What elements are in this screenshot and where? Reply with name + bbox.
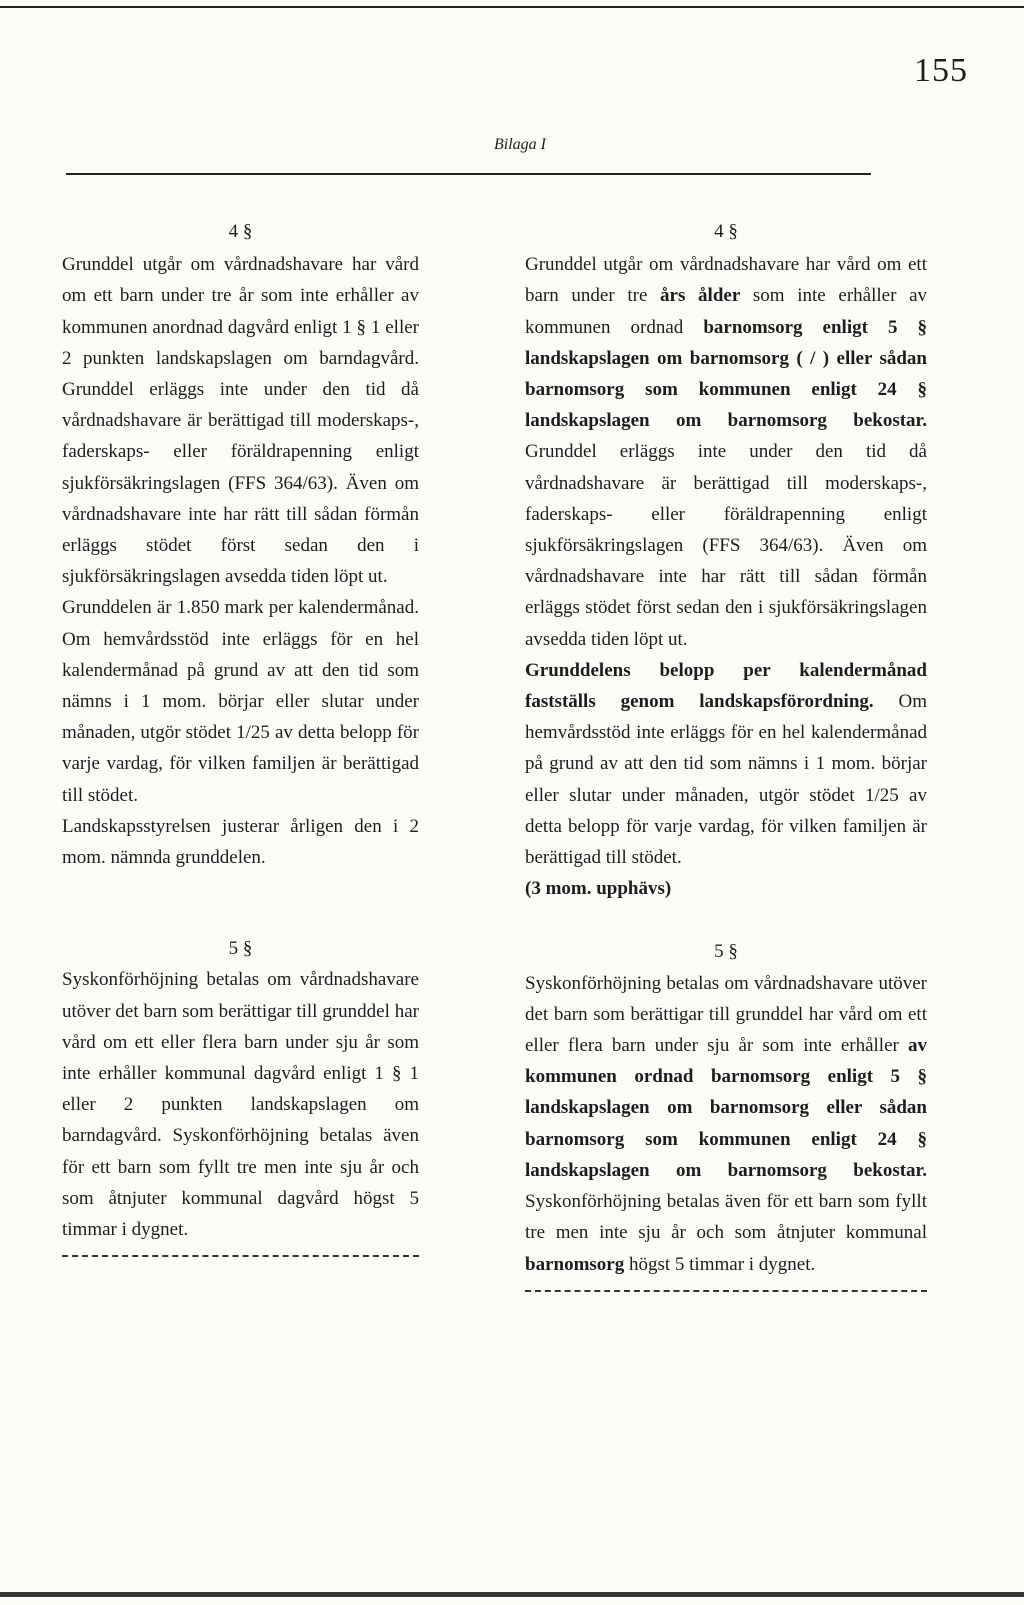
right-end-dashed-line (525, 1290, 927, 1292)
spacer (62, 873, 419, 933)
amended-text: barnomsorg (525, 1253, 625, 1275)
repealed-note: (3 mom. upphävs) (525, 878, 672, 900)
right-section-4-paragraph-1 (525, 249, 927, 655)
text-run: Grunddel erläggs inte under den tid då vårdnadshavare är berättigad till moderskaps-, faderskaps- eller föräldrapenning enligt sjukförsäkringslagen (FFS 364/63). Även om vårdnadshavare inte har rätt till sådan förmån erläggs stödet först sedan den i sjukförsäkringslagen avsedda tiden löpt ut. (525, 441, 927, 650)
page-number: 155 (914, 52, 968, 89)
header-rule (66, 173, 871, 175)
appendix-label: Bilaga I (494, 136, 546, 153)
text-run: Grunddel utgår om vårdnadshavare har vård om ett barn under tre (525, 254, 927, 307)
left-section-4-paragraph-1: Grunddel utgår om vårdnadshavare har vård om ett barn under tre år som inte erhåller av kommunen anordnad dagvård enligt 1 § 1 eller 2 punkten landskapslagen om barndagvård. Grunddel erläggs inte under den tid då vårdnadshavare är berättigad till moderskaps-, faderskaps- eller föräldrapenning enligt sjukförsäkringslagen (FFS 364/63). Även om vårdnadshavare inte har rätt till sådan förmån erläggs stödet först sedan den i sjukförsäkringslagen avsedda tiden löpt ut. (62, 254, 419, 588)
text-run: Syskonförhöjning betalas om vårdnadshavare utöver det barn som berättigar till grunddel har vård om ett eller flera barn under sju år som inte erhåller (525, 972, 927, 1057)
right-section-4-paragraph-2 (525, 655, 927, 873)
left-section-4-paragraph-3: Landskapsstyrelsen justerar årligen den i 2 mom. nämnda grunddelen. (62, 815, 419, 869)
left-column-current-law (62, 216, 419, 1257)
right-column-proposed-law (525, 216, 927, 1292)
top-border-line (0, 6, 1024, 8)
right-section-5-heading: 5 § (714, 941, 738, 963)
text-run: högst 5 timmar i dygnet. (624, 1253, 816, 1275)
right-section-4-paragraph-3 (525, 873, 927, 904)
bottom-border-line (0, 1592, 1024, 1597)
right-section-4-heading: 4 § (714, 221, 738, 242)
spacer (525, 904, 927, 936)
amended-text: barnomsorg enligt 5 § landskapslagen om barnomsorg ( / ) eller sådan barnomsorg som kommunen enligt 24 § landskapslagen om barnomsorg bekostar. (525, 316, 927, 432)
text-run: Syskonförhöjning betalas även för ett barn som fyllt tre men inte sju år och som åtnjuter kommunal (525, 1191, 927, 1244)
left-section-4-paragraph-2: Grunddelen är 1.850 mark per kalendermånad. Om hemvårdsstöd inte erläggs för en hel kalendermånad på grund av att den tid som nämns i 1 mom. börjar eller slutar under månaden, utgör stödet 1/25 av detta belopp för varje vardag, för vilken familjen är berättigad till stödet. (62, 597, 419, 806)
left-section-5-heading: 5 § (228, 938, 253, 960)
amended-text: Grunddelens belopp per kalendermånad fastställs genom landskapsförordning. (525, 659, 927, 713)
amended-text: års ålder (660, 285, 741, 307)
text-run: som inte erhåller av kommunen ordnad (525, 285, 927, 338)
left-section-5-paragraph-1: Syskonförhöjning betalas om vårdnadshavare utöver det barn som berättigar till grunddel har vård om ett eller flera barn under sju år som inte erhåller kommunal dagvård enligt 1 § 1 eller 2 punkten landskapslagen om barndagvård. Syskonförhöjning betalas även för ett barn som fyllt tre men inte sju år och som åtnjuter kommunal dagvård högst 5 timmar i dygnet. (62, 969, 419, 1241)
amended-text: av kommunen ordnad barnomsorg enligt 5 § landskapslagen om barnomsorg eller sådan barnomsorg som kommunen enligt 24 § landskapslagen om barnomsorg bekostar. (525, 1035, 927, 1181)
left-section-4-heading: 4 § (228, 221, 253, 242)
text-run: Om hemvårdsstöd inte erläggs för en hel kalendermånad på grund av att den tid som nämns i 1 mom. börjar eller slutar under månaden, utgör stödet 1/25 av detta belopp för varje vardag, för vilken familjen är berättigad till stödet. (525, 691, 927, 869)
left-end-dashed-line (62, 1255, 419, 1257)
right-section-5-paragraph-1 (525, 968, 927, 1280)
